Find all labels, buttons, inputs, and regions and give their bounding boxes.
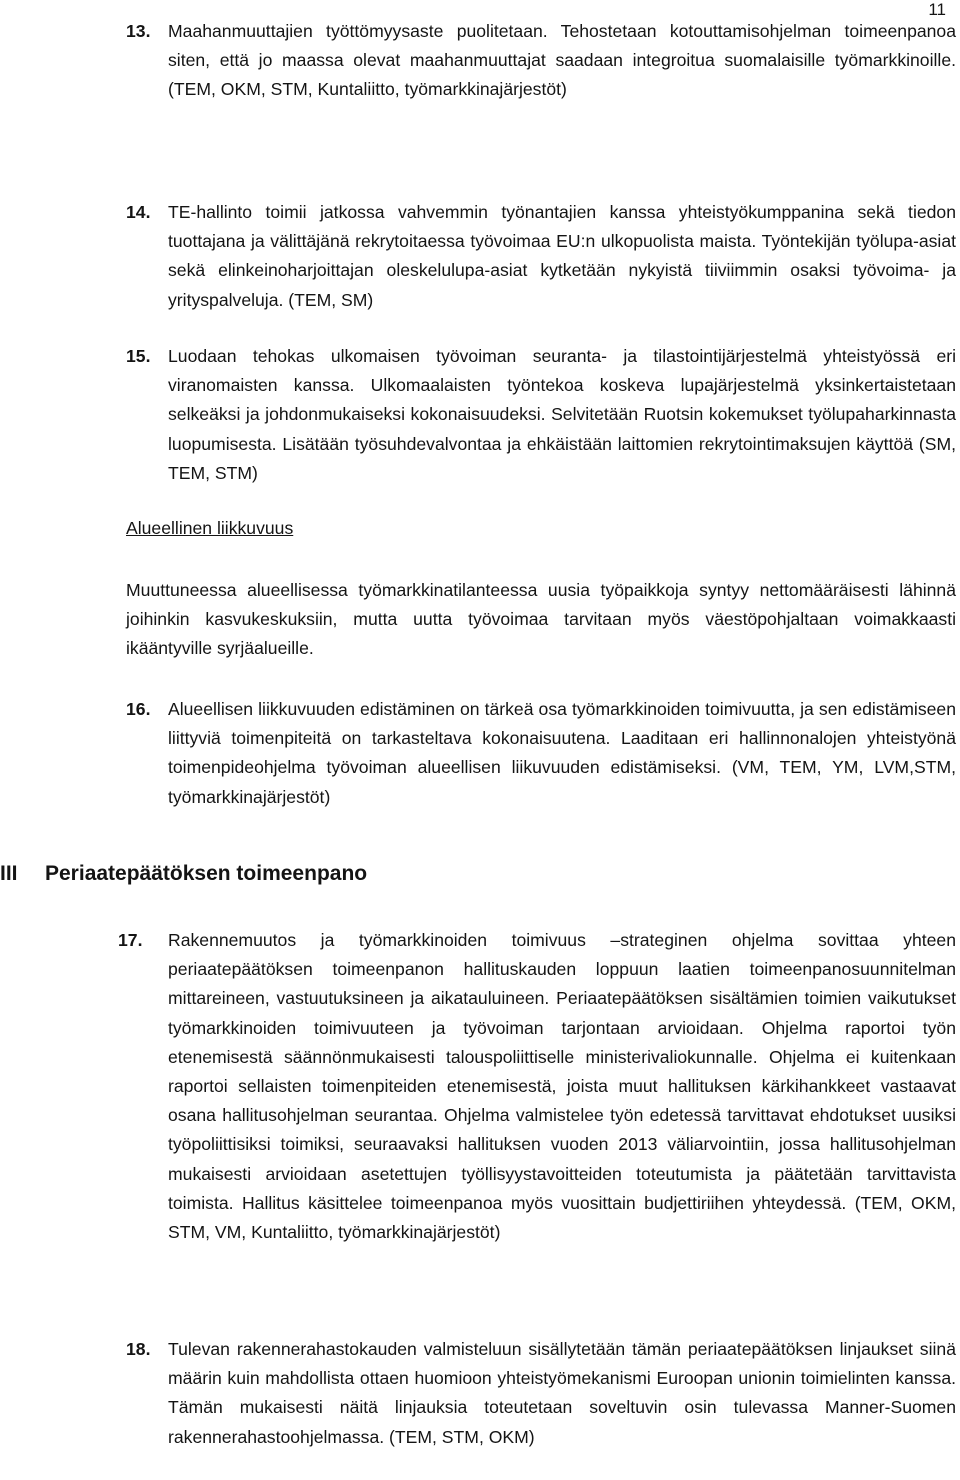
list-item-18 [126,1335,956,1452]
item-text: Maahanmuuttajien työttömyysaste puolitetaan. Tehostetaan kotouttamisohjelman toimeenpanoa siten, että jo maassa olevat maahanmuuttajat saadaan integroitua suomalaisille työmarkkinoille. (TEM, OKM, STM, Kuntaliitto, työmarkkinajärjestöt) [168,21,956,100]
chapter-title: Periaatepäätöksen toimeenpano [45,862,368,885]
section-heading: Alueellinen liikkuvuus [126,518,294,538]
item-text: Luodaan tehokas ulkomaisen työvoiman seuranta- ja tilastointijärjestelmä yhteistyössä eri viranomaisten kanssa. Ulkomaalaisten työntekoa koskeva lupajärjestelmä yksinkertaistetaan selkeäksi ja johdonmukaiseksi kokonaisuudeksi. Selvitetään Ruotsin kokemukset työlupaharkinnasta luopumisesta. Lisätään työsuhdevalvontaa ja ehkäistään laittomien rekrytointimaksujen käyttöä (SM, TEM, STM) [168,346,956,483]
item-number: 17. [118,930,143,950]
list-item-17 [118,926,956,1247]
chapter-number: III [0,862,18,885]
list-item-16 [126,695,956,812]
item-number: 16. [126,699,151,719]
item-text: Alueellisen liikkuvuuden edistäminen on tärkeä osa työmarkkinoiden toimivuutta, ja sen edistämiseen liittyviä toimenpiteitä on tarkasteltava kokonaisuutena. Laaditaan eri hallinnonalojen yhteistyönä toimenpideohjelma työvoiman alueellisen liikuvuuden edistämiseksi. (VM, TEM, YM, LVM,STM, työmarkkinajärjestöt) [168,699,956,807]
item-text: TE-hallinto toimii jatkossa vahvemmin työnantajien kanssa yhteistyökumppanina sekä tiedon tuottajana ja välittäjänä rekrytoitaessa työvoimaa EU:n ulkopuolista maista. Työntekijän työlupa-asiat sekä elinkeinoharjoittajan oleskelulupa-asiat kytketään nykyistä tiiviimmin osaksi työvoima- ja yrityspalveluja. (TEM, SM) [168,202,956,310]
section-paragraph: Muuttuneessa alueellisessa työmarkkinatilanteessa uusia työpaikkoja syntyy nettomääräisesti lähinnä joihinkin kasvukeskuksiin, mutta uutta työvoimaa tarvitaan myös väestöpohjaltaan voimakkaasti ikääntyville syrjäalueille. [126,580,956,659]
item-text: Rakennemuutos ja työmarkkinoiden toimivuus –strateginen ohjelma sovittaa yhteen periaatepäätöksen toimeenpanon hallituskauden loppuun laatien toimeenpanosuunnitelman mittareineen, vastuutuksineen ja aikatauluineen. Periaatepäätöksen sisältämien toimien vaikutukset työmarkkinoiden toimivuuteen ja työvoiman tarjontaan arvioidaan. Ohjelma raportoi työn etenemisestä säännönmukaisesti talouspoliittiselle ministerivaliokunnalle. Ohjelma ei kuitenkaan raportoi sellaisten toimenpiteiden etenemisestä, joista muut hallituksen kärkihankkeet vastaavat osana hallitusohjelman seurantaa. Ohjelma valmistelee työn edetessä tarvittavat ehdotukset uusiksi työpoliittisiksi toimiksi, seuraavaksi hallituksen vuoden 2013 väliarvointiin, jossa hallitusohjelman mukaisesti arvioidaan asetettujen työllisyystavoitteiden toteutumista ja päätetään tarvittavista toimista. Hallitus käsittelee toimeenpanoa myös vuosittain budjettiriihen yhteydessä. (TEM, OKM, STM, VM, Kuntaliitto, työmarkkinajärjestöt) [168,930,956,1243]
item-number: 15. [126,346,151,366]
list-item-13 [126,17,956,105]
list-item-14 [126,198,956,315]
page-number: 11 [928,0,946,19]
item-text: Tulevan rakennerahastokauden valmisteluun sisällytetään tämän periaatepäätöksen linjaukset siinä määrin kuin mahdollista ottaen huomioon yhteistyömekanismi Euroopan unionin toimielinten kanssa. Tämän mukaisesti näitä linjauksia toteutetaan soveltuvin osin tulevassa Manner-Suomen rakennerahastoohjelmassa. (TEM, STM, OKM) [168,1339,956,1447]
item-number: 14. [126,202,151,222]
list-item-15 [126,342,956,488]
item-number: 18. [126,1339,151,1359]
item-number: 13. [126,21,151,41]
